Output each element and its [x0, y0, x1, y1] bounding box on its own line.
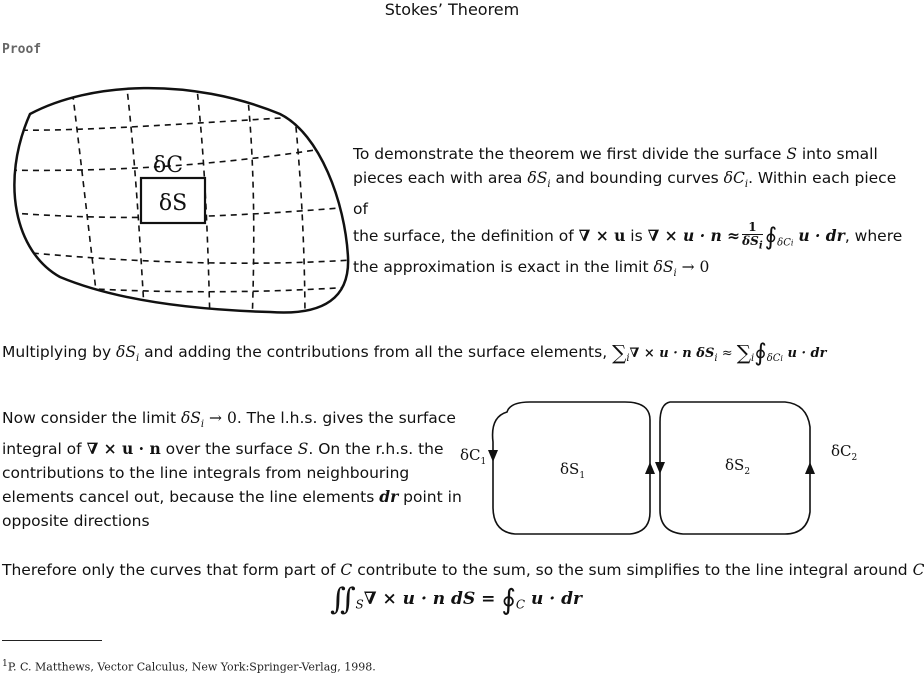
paragraph-limit: [2, 406, 462, 533]
label-dS: δS: [158, 191, 188, 216]
paragraph-divide-surface: [353, 142, 904, 286]
proof-label: Proof: [2, 42, 42, 57]
label-dC1: $\delta C_1$: [460, 446, 487, 467]
p3-line5: opposite directions: [2, 512, 150, 531]
label-dC: δC: [152, 153, 184, 178]
adjacent-elements-diagram: [455, 392, 875, 542]
paragraph-conclusion: Therefore only the curves that form part of C contribute to the sum, so the sum simplifies to the line integral around C: [2, 561, 924, 579]
arrow-down-left: [488, 450, 498, 462]
p1-line2: pieces each with area $\delta S_i$ and bounding curves $\delta C_i$. Within each piece of: [353, 169, 897, 219]
p3-line1: Now consider the limit $\delta S_i \to 0$. The l.h.s. gives the surface: [2, 409, 456, 431]
surface-grid-diagram: [0, 72, 352, 324]
p1-line3: the surface, the definition of ∇ × u is ∇ × u · n ≈ $\frac{1}{\delta S_i}$ $∮_{\delta Ci}$ u · dr, where: [353, 220, 903, 252]
paragraph-multiply-sum: Multiplying by $\delta S_i$ and adding the contributions from all the surface elements, $\sum_i\nabla \times u \cdot n$ $\delta S_i$ ≈ $\sum_i∮_{\delta Ci}$ u · dr: [2, 338, 827, 367]
label-dS2: $\delta S_2$: [725, 456, 751, 477]
p3-line4: elements cancel out, because the line elements dr point in: [2, 487, 462, 507]
label-dC2: $\delta C_2$: [831, 442, 858, 463]
stokes-equation: $∬_S\nabla \times u \cdot n$ dS = $∮_C$ u · dr: [330, 582, 582, 617]
p1-line1: To demonstrate the theorem we first divide the surface S into small: [353, 145, 878, 163]
p3-line2: integral of ∇ × u · n over the surface S. On the r.h.s. the: [2, 439, 444, 459]
arrow-up-right: [805, 462, 815, 474]
footnote: $^1$P. C. Matthews, Vector Calculus, New York:Springer-Verlag, 1998.: [2, 658, 376, 674]
label-dS1: $\delta S_1$: [560, 460, 586, 481]
p1-line4: the approximation is exact in the limit $\delta S_i \to 0$: [353, 258, 710, 280]
fraction: $\frac{1}{\delta S_i}$: [742, 220, 763, 252]
arrow-up-middle-left: [645, 462, 655, 474]
p3-line3: contributions to the line integrals from neighbouring: [2, 464, 410, 483]
arrow-down-middle-right: [655, 462, 665, 474]
page-title: Stokes’ Theorem: [384, 0, 520, 19]
footnote-divider: [2, 640, 102, 641]
